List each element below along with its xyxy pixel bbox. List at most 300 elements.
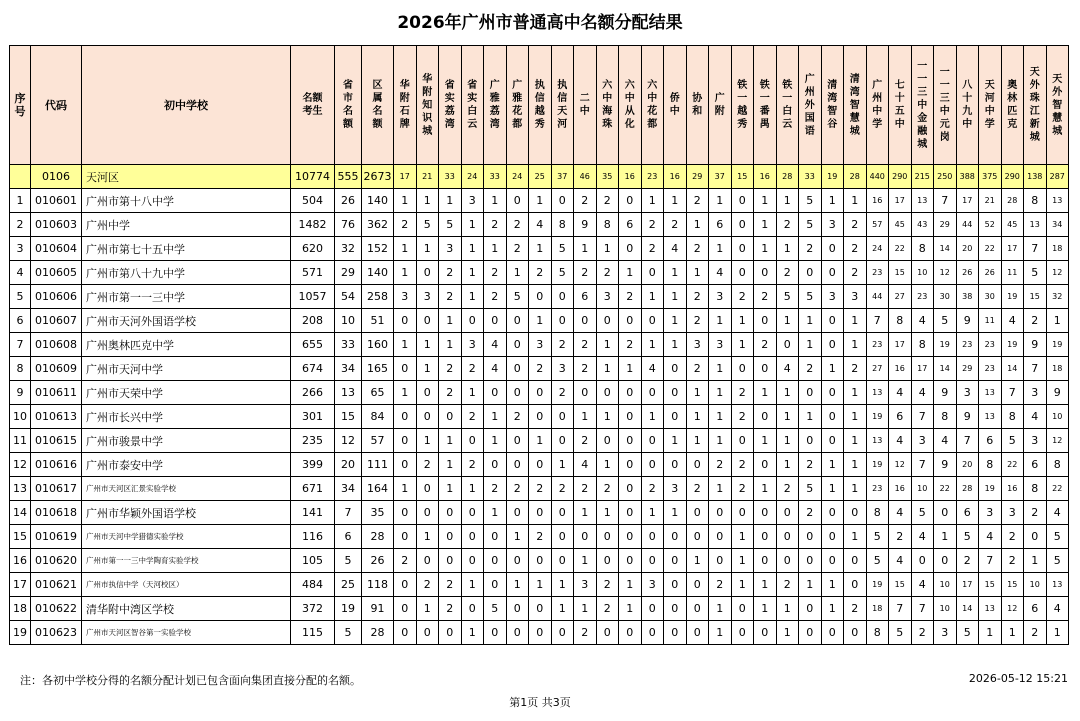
quota-value-cell: 4 (574, 453, 597, 477)
quota-value-cell: 4 (889, 549, 912, 573)
quota-value-cell: 12 (335, 429, 362, 453)
quota-value-cell: 0 (686, 453, 709, 477)
col-header-c1 (394, 46, 417, 165)
quota-value-cell: 22 (1001, 453, 1024, 477)
quota-value-cell: 258 (362, 285, 394, 309)
col-header-label: 铁一越秀 (737, 80, 748, 130)
quota-value-cell: 571 (291, 261, 335, 285)
quota-value-cell: 2 (731, 477, 754, 501)
quota-value-cell: 1 (686, 261, 709, 285)
quota-value-cell: 2 (1001, 549, 1024, 573)
quota-value-cell: 2 (439, 381, 462, 405)
quota-value-cell: 1 (461, 285, 484, 309)
quota-value-cell: 0 (506, 453, 529, 477)
quota-value-cell: 2 (664, 213, 687, 237)
quota-value-cell: 1 (439, 189, 462, 213)
quota-value-cell: 0 (551, 549, 574, 573)
col-header-label: 广州外国语 (804, 73, 815, 137)
quota-value-cell: 0 (439, 621, 462, 645)
quota-value-cell: 0 (799, 381, 822, 405)
quota-value-cell: 1 (821, 189, 844, 213)
quota-value-cell: 16 (889, 357, 912, 381)
quota-value-cell: 4 (1046, 597, 1069, 621)
quota-value-cell: 2 (686, 237, 709, 261)
quota-value-cell: 1 (641, 189, 664, 213)
quota-value-cell: 0 (619, 429, 642, 453)
quota-value-cell: 57 (866, 213, 889, 237)
quota-value-cell: 21 (979, 189, 1002, 213)
quota-value-cell: 1 (821, 573, 844, 597)
district-value-cell: 33 (484, 165, 507, 189)
quota-value-cell: 671 (291, 477, 335, 501)
quota-value-cell: 1 (776, 621, 799, 645)
quota-value-cell: 0 (844, 621, 867, 645)
school-code-cell: 010605 (31, 261, 82, 285)
quota-value-cell: 235 (291, 429, 335, 453)
quota-value-cell: 20 (956, 237, 979, 261)
district-value-cell: 28 (844, 165, 867, 189)
col-header-label: 区属名额 (372, 80, 383, 130)
quota-value-cell: 34 (335, 477, 362, 501)
quota-value-cell: 3 (574, 573, 597, 597)
quota-value-cell: 15 (979, 573, 1002, 597)
quota-value-cell: 0 (439, 549, 462, 573)
print-timestamp: 2026-05-12 15:21 (968, 672, 1068, 685)
quota-value-cell: 4 (709, 261, 732, 285)
quota-value-cell: 1 (776, 237, 799, 261)
quota-value-cell: 2 (799, 237, 822, 261)
quota-value-cell: 2 (574, 189, 597, 213)
quota-value-cell: 7 (956, 429, 979, 453)
quota-value-cell: 1 (574, 237, 597, 261)
school-name-cell: 广州市天河区智谷第一实验学校 (82, 621, 291, 645)
col-header-c8 (551, 46, 574, 165)
quota-value-cell: 0 (731, 357, 754, 381)
quota-value-cell: 43 (911, 213, 934, 237)
col-header-c24 (911, 46, 934, 165)
quota-value-cell: 1 (1046, 309, 1069, 333)
quota-value-cell: 1 (461, 573, 484, 597)
quota-value-cell: 28 (1001, 189, 1024, 213)
quota-value-cell: 20 (956, 453, 979, 477)
col-header-label: 铁一白云 (782, 80, 793, 130)
quota-value-cell: 0 (506, 333, 529, 357)
quota-value-cell: 0 (439, 525, 462, 549)
quota-value-cell: 0 (664, 621, 687, 645)
quota-value-cell: 13 (1046, 573, 1069, 597)
quota-value-cell: 0 (686, 621, 709, 645)
footnote: 注：各初中学校分得的名额分配计划已包含面向集团直接分配的名额。 (20, 674, 361, 687)
quota-value-cell: 2 (394, 549, 417, 573)
col-header-label: 侨中 (669, 93, 680, 117)
quota-value-cell: 0 (506, 549, 529, 573)
quota-value-cell: 8 (866, 501, 889, 525)
quota-value-cell: 3 (551, 357, 574, 381)
quota-value-cell: 2 (1024, 621, 1047, 645)
school-name-cell: 广州市天河区汇景实验学校 (82, 477, 291, 501)
quota-value-cell: 8 (1001, 405, 1024, 429)
quota-value-cell: 1 (709, 597, 732, 621)
quota-value-cell: 4 (911, 309, 934, 333)
school-name-cell: 广州市骏景中学 (82, 429, 291, 453)
district-index-cell (10, 165, 31, 189)
col-header-c27 (979, 46, 1002, 165)
quota-value-cell: 0 (754, 549, 777, 573)
quota-value-cell: 3 (821, 285, 844, 309)
quota-value-cell: 54 (335, 285, 362, 309)
district-value-cell: 23 (641, 165, 664, 189)
quota-value-cell: 0 (619, 309, 642, 333)
col-header-label: 清湾智谷 (827, 80, 838, 130)
quota-value-cell: 0 (439, 501, 462, 525)
quota-value-cell: 1 (844, 381, 867, 405)
quota-value-cell: 7 (335, 501, 362, 525)
quota-value-cell: 0 (754, 525, 777, 549)
quota-value-cell: 1 (686, 381, 709, 405)
quota-value-cell: 9 (934, 381, 957, 405)
quota-value-cell: 140 (362, 261, 394, 285)
quota-value-cell: 1 (394, 261, 417, 285)
district-value-cell: 35 (596, 165, 619, 189)
quota-value-cell: 5 (335, 549, 362, 573)
quota-value-cell: 1 (821, 453, 844, 477)
school-code-cell: 010611 (31, 381, 82, 405)
quota-value-cell: 23 (866, 333, 889, 357)
quota-value-cell: 12 (1001, 597, 1024, 621)
quota-value-cell: 13 (979, 405, 1002, 429)
quota-value-cell: 5 (484, 597, 507, 621)
quota-value-cell: 1 (754, 477, 777, 501)
quota-value-cell: 105 (291, 549, 335, 573)
quota-value-cell: 0 (799, 261, 822, 285)
quota-value-cell: 7 (911, 405, 934, 429)
quota-value-cell: 12 (1046, 261, 1069, 285)
quota-value-cell: 1 (596, 501, 619, 525)
quota-value-cell: 3 (664, 477, 687, 501)
quota-value-cell: 1 (619, 261, 642, 285)
quota-value-cell: 18 (1046, 357, 1069, 381)
quota-value-cell: 0 (776, 501, 799, 525)
quota-value-cell: 0 (731, 429, 754, 453)
col-header-label: 六中海珠 (602, 80, 613, 130)
quota-value-cell: 13 (911, 189, 934, 213)
col-header-c2 (416, 46, 439, 165)
quota-value-cell: 152 (362, 237, 394, 261)
quota-value-cell: 0 (731, 501, 754, 525)
quota-value-cell: 0 (574, 381, 597, 405)
quota-value-cell: 2 (506, 477, 529, 501)
quota-value-cell: 0 (619, 189, 642, 213)
quota-value-cell: 0 (484, 573, 507, 597)
quota-value-cell: 2 (551, 477, 574, 501)
quota-value-cell: 2 (844, 237, 867, 261)
quota-value-cell: 1 (439, 429, 462, 453)
quota-value-cell: 10 (934, 573, 957, 597)
school-code-cell: 010620 (31, 549, 82, 573)
quota-value-cell: 12 (934, 261, 957, 285)
col-header-label: 奥林匹克 (1007, 80, 1018, 130)
quota-value-cell: 34 (1046, 213, 1069, 237)
quota-value-cell: 1 (731, 309, 754, 333)
quota-value-cell: 27 (889, 285, 912, 309)
col-header-c4 (461, 46, 484, 165)
table-row (10, 549, 1069, 573)
quota-value-cell: 1 (1024, 549, 1047, 573)
quota-value-cell: 0 (754, 453, 777, 477)
col-header-label: 华附石牌 (399, 80, 410, 130)
quota-value-cell: 7 (979, 549, 1002, 573)
quota-value-cell: 9 (956, 309, 979, 333)
quota-value-cell: 2 (1024, 309, 1047, 333)
quota-value-cell: 111 (362, 453, 394, 477)
quota-value-cell: 1 (686, 213, 709, 237)
quota-value-cell: 1 (844, 429, 867, 453)
quota-value-cell: 208 (291, 309, 335, 333)
quota-value-cell: 0 (641, 525, 664, 549)
quota-value-cell: 1 (664, 309, 687, 333)
quota-value-cell: 13 (866, 381, 889, 405)
quota-value-cell: 3 (416, 285, 439, 309)
quota-value-cell: 2 (799, 501, 822, 525)
quota-value-cell: 7 (911, 453, 934, 477)
allocation-table-container (9, 45, 1069, 645)
quota-value-cell: 2 (574, 357, 597, 381)
school-name-cell: 广州市天荣中学 (82, 381, 291, 405)
district-value-cell: 290 (889, 165, 912, 189)
quota-value-cell: 1 (439, 333, 462, 357)
quota-value-cell: 0 (416, 621, 439, 645)
quota-value-cell: 51 (362, 309, 394, 333)
quota-value-cell: 0 (506, 189, 529, 213)
quota-value-cell: 1 (461, 381, 484, 405)
quota-value-cell: 0 (484, 453, 507, 477)
col-header-label: 一一三中元岗 (939, 67, 950, 143)
quota-value-cell: 2 (686, 357, 709, 381)
col-header-label: 名额考生 (302, 93, 323, 117)
quota-value-cell: 0 (551, 405, 574, 429)
quota-value-cell: 1 (686, 549, 709, 573)
quota-value-cell: 0 (821, 621, 844, 645)
quota-value-cell: 3 (1001, 501, 1024, 525)
quota-value-cell: 7 (934, 189, 957, 213)
quota-value-cell: 0 (461, 525, 484, 549)
school-name-cell: 广州市天河中学 (82, 357, 291, 381)
quota-value-cell: 2 (709, 573, 732, 597)
quota-value-cell: 57 (362, 429, 394, 453)
quota-value-cell: 1 (596, 237, 619, 261)
col-header-label: 八十九中 (962, 80, 973, 130)
quota-value-cell: 28 (956, 477, 979, 501)
quota-value-cell: 1482 (291, 213, 335, 237)
col-header-c23 (889, 46, 912, 165)
quota-value-cell: 0 (551, 429, 574, 453)
quota-value-cell: 0 (574, 309, 597, 333)
quota-value-cell: 0 (821, 549, 844, 573)
quota-value-cell: 2 (484, 261, 507, 285)
quota-value-cell: 8 (551, 213, 574, 237)
quota-value-cell: 2 (484, 477, 507, 501)
quota-value-cell: 0 (686, 525, 709, 549)
quota-value-cell: 0 (776, 549, 799, 573)
quota-value-cell: 29 (335, 261, 362, 285)
quota-value-cell: 26 (362, 549, 394, 573)
quota-value-cell: 1 (596, 453, 619, 477)
quota-value-cell: 0 (754, 261, 777, 285)
quota-value-cell: 2 (574, 621, 597, 645)
quota-value-cell: 13 (1046, 189, 1069, 213)
table-row (10, 477, 1069, 501)
quota-value-cell: 504 (291, 189, 335, 213)
district-value-cell: 287 (1046, 165, 1069, 189)
school-code-cell: 010608 (31, 333, 82, 357)
quota-value-cell: 1 (979, 621, 1002, 645)
district-value-cell: 375 (979, 165, 1002, 189)
district-value-cell: 37 (551, 165, 574, 189)
col-header-school (82, 46, 291, 165)
quota-value-cell: 160 (362, 333, 394, 357)
quota-value-cell: 0 (821, 309, 844, 333)
school-code-cell: 010606 (31, 285, 82, 309)
quota-value-cell: 8 (979, 453, 1002, 477)
quota-value-cell: 1 (799, 405, 822, 429)
quota-value-cell: 2 (551, 381, 574, 405)
quota-value-cell: 115 (291, 621, 335, 645)
school-code-cell: 010622 (31, 597, 82, 621)
quota-value-cell: 4 (1001, 309, 1024, 333)
quota-value-cell: 5 (551, 237, 574, 261)
quota-value-cell: 5 (799, 213, 822, 237)
col-header-label: 执信越秀 (534, 80, 545, 130)
quota-value-cell: 1 (776, 597, 799, 621)
quota-value-cell: 1 (619, 573, 642, 597)
quota-value-cell: 18 (1046, 237, 1069, 261)
quota-value-cell: 22 (1046, 477, 1069, 501)
quota-value-cell: 1 (776, 429, 799, 453)
quota-value-cell: 1 (484, 429, 507, 453)
table-row (10, 261, 1069, 285)
quota-value-cell: 4 (911, 381, 934, 405)
district-value-cell: 16 (664, 165, 687, 189)
col-header-label: 广附 (714, 93, 725, 117)
quota-value-cell: 18 (866, 597, 889, 621)
quota-value-cell: 2 (1024, 501, 1047, 525)
quota-value-cell: 3 (934, 621, 957, 645)
col-header-c16 (731, 46, 754, 165)
quota-value-cell: 0 (461, 501, 484, 525)
quota-value-cell: 19 (866, 453, 889, 477)
quota-value-cell: 0 (574, 525, 597, 549)
school-name-cell: 广州市泰安中学 (82, 453, 291, 477)
row-index-cell: 12 (10, 453, 31, 477)
school-code-cell: 010617 (31, 477, 82, 501)
quota-value-cell: 4 (889, 381, 912, 405)
district-value-cell: 138 (1024, 165, 1047, 189)
quota-value-cell: 14 (1001, 357, 1024, 381)
quota-value-cell: 2 (506, 237, 529, 261)
quota-value-cell: 12 (1046, 429, 1069, 453)
school-name-cell: 广州奥林匹克中学 (82, 333, 291, 357)
col-header-c11 (619, 46, 642, 165)
school-name-cell: 清华附中湾区学校 (82, 597, 291, 621)
district-value-cell: 29 (686, 165, 709, 189)
quota-value-cell: 0 (754, 501, 777, 525)
quota-value-cell: 1 (776, 381, 799, 405)
quota-value-cell: 0 (394, 453, 417, 477)
quota-value-cell: 1 (844, 309, 867, 333)
quota-value-cell: 1 (709, 381, 732, 405)
row-index-cell: 18 (10, 597, 31, 621)
quota-value-cell: 2 (776, 477, 799, 501)
quota-value-cell: 0 (506, 597, 529, 621)
quota-value-cell: 5 (506, 285, 529, 309)
quota-value-cell: 84 (362, 405, 394, 429)
quota-value-cell: 118 (362, 573, 394, 597)
quota-value-cell: 23 (979, 357, 1002, 381)
quota-value-cell: 2 (686, 477, 709, 501)
col-header-label: 天外智慧城 (1052, 73, 1063, 137)
quota-value-cell: 0 (664, 597, 687, 621)
quota-value-cell: 5 (335, 621, 362, 645)
quota-value-cell: 0 (619, 477, 642, 501)
table-row (10, 237, 1069, 261)
quota-value-cell: 1 (619, 597, 642, 621)
quota-value-cell: 0 (394, 597, 417, 621)
quota-value-cell: 0 (799, 549, 822, 573)
district-name-cell: 天河区 (82, 165, 291, 189)
quota-value-cell: 5 (866, 549, 889, 573)
quota-value-cell: 0 (596, 309, 619, 333)
quota-value-cell: 1 (574, 501, 597, 525)
row-index-cell: 2 (10, 213, 31, 237)
quota-value-cell: 2 (394, 213, 417, 237)
quota-value-cell: 10 (911, 477, 934, 501)
row-index-cell: 10 (10, 405, 31, 429)
quota-value-cell: 6 (1024, 597, 1047, 621)
quota-value-cell: 0 (529, 549, 552, 573)
quota-value-cell: 0 (664, 453, 687, 477)
quota-value-cell: 28 (362, 621, 394, 645)
quota-value-cell: 0 (709, 549, 732, 573)
quota-value-cell: 2 (596, 573, 619, 597)
quota-value-cell: 29 (956, 357, 979, 381)
quota-value-cell: 4 (776, 357, 799, 381)
quota-value-cell: 399 (291, 453, 335, 477)
quota-value-cell: 10 (1024, 573, 1047, 597)
quota-value-cell: 1 (596, 357, 619, 381)
district-value-cell: 555 (335, 165, 362, 189)
table-row (10, 357, 1069, 381)
quota-value-cell: 2 (551, 333, 574, 357)
quota-value-cell: 7 (1024, 357, 1047, 381)
quota-value-cell: 0 (799, 429, 822, 453)
quota-value-cell: 0 (821, 237, 844, 261)
quota-value-cell: 14 (956, 597, 979, 621)
col-header-c25 (934, 46, 957, 165)
quota-value-cell: 44 (956, 213, 979, 237)
quota-value-cell: 2 (686, 285, 709, 309)
quota-value-cell: 3 (439, 237, 462, 261)
quota-value-cell: 23 (911, 285, 934, 309)
quota-value-cell: 22 (979, 237, 1002, 261)
quota-value-cell: 1 (709, 621, 732, 645)
quota-value-cell: 0 (619, 501, 642, 525)
quota-value-cell: 1 (1046, 621, 1069, 645)
quota-value-cell: 1 (416, 429, 439, 453)
quota-value-cell: 0 (664, 405, 687, 429)
row-index-cell: 14 (10, 501, 31, 525)
quota-value-cell: 32 (1046, 285, 1069, 309)
quota-value-cell: 140 (362, 189, 394, 213)
